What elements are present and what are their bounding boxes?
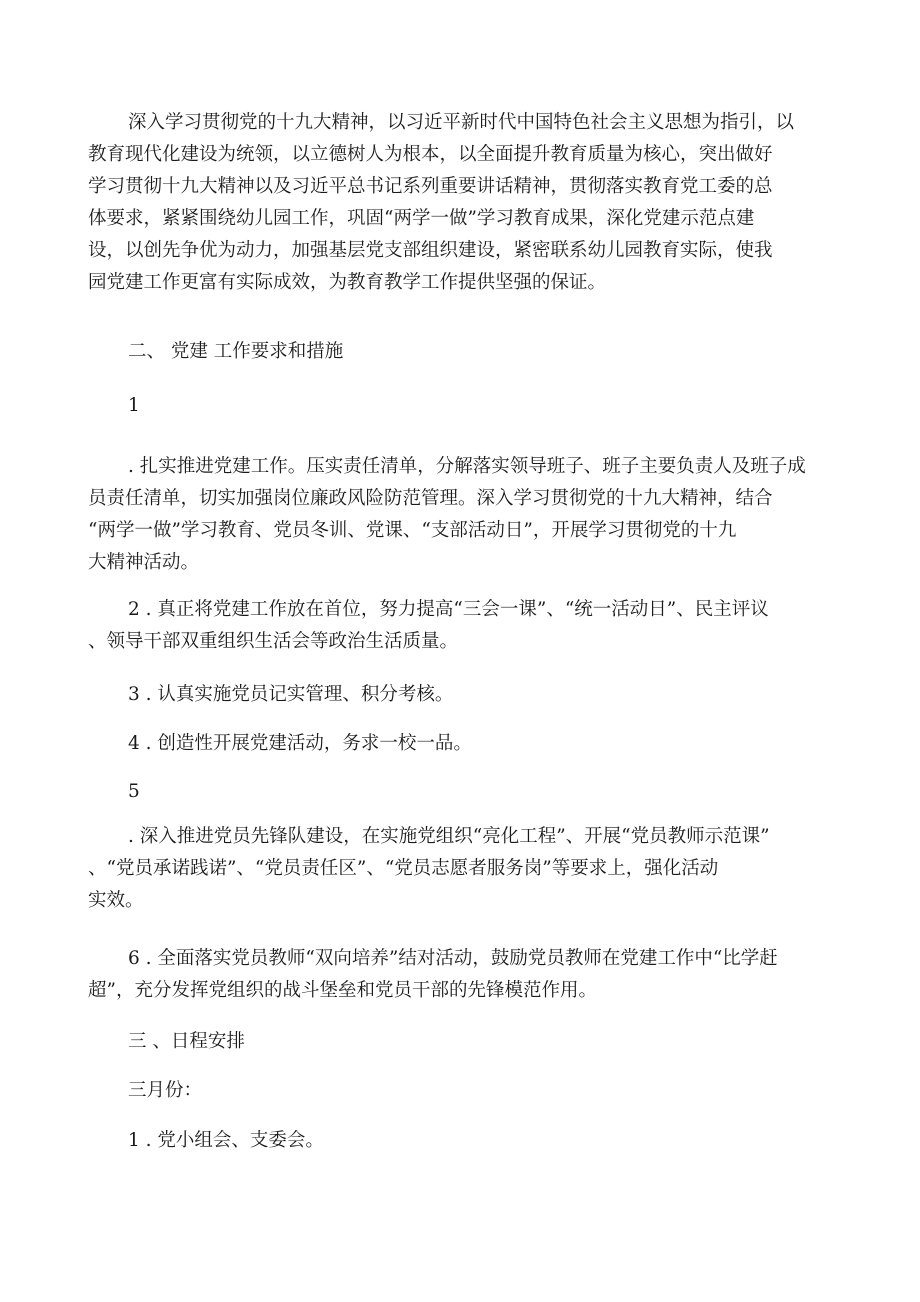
item-1-line-3: “两学一做”学习教育、党员冬训、党课、“支部活动日”，开展学习贯彻党的十九 [88,520,737,541]
item-1-paragraph [88,451,810,579]
item-4: 4 . 创造性开展党建活动，务求一校一品。 [128,733,472,754]
item-3: 3 . 认真实施党员记实管理、积分考核。 [128,684,454,705]
intro-line-1: 深入学习贯彻党的十九大精神，以习近平新时代中国特色社会主义思想为指引，以 [128,112,795,133]
intro-line-6: 园党建工作更富有实际成效，为教育教学工作提供坚强的保证。 [88,272,607,293]
item-1-line-1: . 扎实推进党建工作。压实责任清单，分解落实领导班子、班子主要负责人及班子成 [128,456,806,477]
month-label: 三月份： [128,1080,203,1101]
item-6-line-1: 6 . 全面落实党员教师“双向培养”结对活动，鼓励党员教师在党建工作中“比学赶 [128,948,778,969]
item-2-line-1: 2 . 真正将党建工作放在首位，努力提高“三会一课”、“统一活动日”、民主评议 [128,599,769,620]
intro-line-5: 设，以创先争优为动力，加强基层党支部组织建设，紧密联系幼儿园教育实际，使我 [88,240,773,261]
schedule-item-1: 1 . 党小组会、支委会。 [128,1130,324,1151]
item-6-line-2: 超”，充分发挥党组织的战斗堡垒和党员干部的先锋模范作用。 [88,980,597,1001]
item-1-number: 1 [128,395,140,416]
intro-line-3: 学习贯彻十九大精神以及习近平总书记系列重要讲话精神，贯彻落实教育党工委的总 [88,176,773,197]
item-2-line-2: 、领导干部双重组织生活会等政治生活质量。 [88,631,459,652]
intro-line-4: 体要求，紧紧围绕幼儿园工作，巩固“两学一做”学习教育成果，深化党建示范点建 [88,208,755,229]
item-5-line-1: . 深入推进党员先锋队建设，在实施党组织“亮化工程”、开展“党员教师示范课” [128,826,770,847]
item-5-number: 5 [128,781,140,802]
item-5-line-3: 实效。 [88,890,144,911]
intro-line-2: 教育现代化建设为统领，以立德树人为根本，以全面提升教育质量为核心，突出做好 [88,144,773,165]
section-3-heading: 三 、日程安排 [128,1031,245,1052]
item-2-paragraph [88,594,810,658]
item-6-paragraph [88,943,810,1007]
item-5-paragraph [88,821,810,917]
section-2-heading: 二、 党建 工作要求和措施 [128,341,344,362]
item-1-line-4: 大精神活动。 [88,552,200,573]
item-5-line-2: 、“党员承诺践诺”、“党员责任区”、“党员志愿者服务岗”等要求上，强化活动 [88,858,719,879]
intro-paragraph [88,107,810,299]
item-1-line-2: 员责任清单，切实加强岗位廉政风险防范管理。深入学习贯彻党的十九大精神，结合 [88,488,773,509]
